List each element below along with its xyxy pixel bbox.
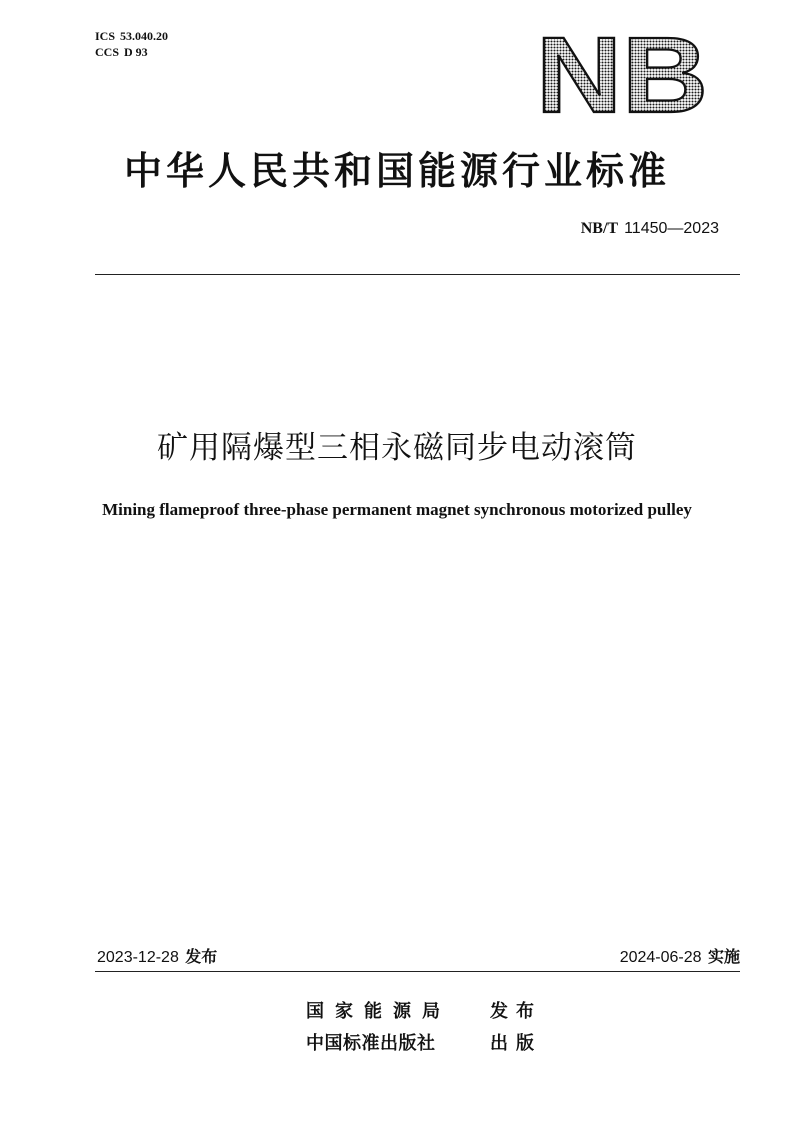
ics-row [95,28,168,44]
document-title-en: Mining flameproof three-phase permanent magnet synchronous motorized pulley [102,500,692,519]
issuer-role: 发布 [490,1001,542,1022]
nb-logo [532,28,712,120]
issue-date: 2023-12-28 [97,949,179,966]
issuer-name: 国家能源局 [306,1001,451,1022]
standard-category-title: 中华人民共和国能源行业标准 [123,149,670,193]
ccs-label: CCS [95,45,120,59]
implement-date-line [620,944,740,967]
standard-number-prefix: NB/T [580,220,619,237]
ccs-code: D 93 [124,45,148,59]
implement-date: 2024-06-28 [619,949,702,966]
ics-code: 53.040.20 [120,29,169,43]
standard-number [581,220,719,238]
top-divider [95,274,740,275]
issue-date-line [97,944,217,967]
ccs-row [95,44,168,60]
implement-label: 实施 [707,947,740,966]
publisher-role: 出版 [490,1033,542,1054]
document-title-cn: 矿用隔爆型三相永磁同步电动滚筒 [157,430,637,466]
issue-label: 发布 [185,947,218,966]
nb-logo-graphic [532,28,712,120]
bottom-divider [95,971,740,972]
publisher-name: 中国标准出版社 [306,1033,436,1054]
classification-codes [95,28,168,60]
ics-label: ICS [95,29,116,43]
nb-logo-text: NB [536,28,708,120]
standard-number-value: 11450—2023 [624,220,719,237]
